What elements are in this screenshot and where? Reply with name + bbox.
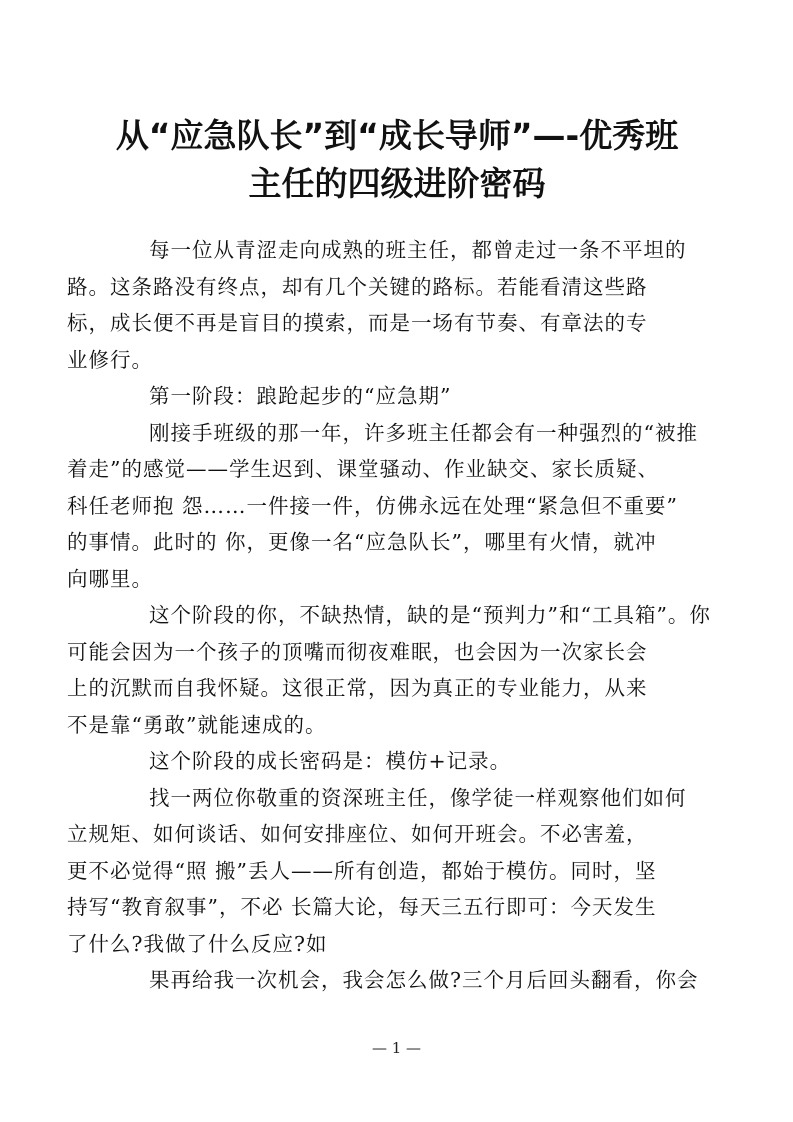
body-paragraph bbox=[67, 597, 711, 743]
paragraph-line: 向哪里。 bbox=[67, 566, 153, 591]
title-line-1: 从“应急队长”到“成长导师”—-优秀班 bbox=[115, 116, 679, 155]
paragraph-line: 业修行。 bbox=[67, 347, 153, 372]
paragraph-line: 持写“教育叙事”，不必 长篇大论，每天三五行即可：今天发生 bbox=[67, 895, 657, 919]
body-paragraph bbox=[108, 378, 688, 415]
paragraph-line: 找一两位你敬重的资深班主任，像学徒一样观察他们如何 bbox=[149, 785, 687, 810]
page-number: — 1 — bbox=[371, 1039, 422, 1057]
body-paragraph bbox=[67, 415, 698, 598]
paragraph-line: 上的沉默而自我怀疑。这很正常，因为真正的专业能力，从来 bbox=[67, 676, 648, 700]
title-line-2: 主任的四级进阶密码 bbox=[248, 164, 546, 203]
paragraph-line: 这个阶段的你，不缺热情，缺的是“预判力”和“工具箱”。你 bbox=[149, 603, 711, 627]
paragraph-line: 每一位从青涩走向成熟的班主任，都曾走过一条不平坦的 bbox=[149, 238, 687, 262]
paragraph-line: 着走”的感觉——学生迟到、课堂骚动、作业缺交、家长质疑、 bbox=[67, 457, 659, 481]
paragraph-line: 标，成长便不再是盲目的摸索，而是一场有节奏、有章法的专 bbox=[67, 311, 648, 335]
body-paragraph bbox=[67, 780, 688, 963]
paragraph-line: 了什么?我做了什么反应?如 bbox=[67, 931, 328, 956]
paragraph-line: 刚接手班级的那一年，许多班主任都会有一种强烈的“被推 bbox=[149, 420, 698, 445]
body-paragraph bbox=[67, 232, 688, 378]
paragraph-line: 这个阶段的成长密码是：模仿+记录。 bbox=[149, 749, 512, 773]
paragraph-line: 第一阶段：踉跄起步的“应急期” bbox=[149, 384, 452, 408]
paragraph-line: 不是靠“勇敢”就能速成的。 bbox=[67, 712, 327, 737]
paragraph-line: 更不必觉得“照 搬”丢人——所有创造，都始于模仿。同时，坚 bbox=[67, 858, 657, 883]
document-body bbox=[67, 232, 711, 999]
paragraph-line: 可能会因为一个孩子的顶嘴而彻夜难眠，也会因为一次家长会 bbox=[67, 639, 648, 664]
paragraph-line: 的事情。此时的 你，更像一名“应急队长”，哪里有火情，就冲 bbox=[67, 530, 657, 554]
document-title bbox=[100, 112, 694, 208]
body-paragraph bbox=[108, 743, 688, 780]
paragraph-line: 路。这条路没有终点，却有几个关键的路标。若能看清这些路 bbox=[67, 274, 648, 299]
paragraph-line: 科任老师抱 怨……一件接一件，仿佛永远在处理“紧急但不重要” bbox=[67, 493, 678, 518]
paragraph-line: 果再给我一次机会，我会怎么做?三个月后回头翻看，你会 bbox=[149, 968, 699, 992]
paragraph-line: 立规矩、如何谈话、如何安排座位、如何开班会。不必害羞， bbox=[67, 822, 648, 846]
body-paragraph bbox=[108, 962, 699, 999]
